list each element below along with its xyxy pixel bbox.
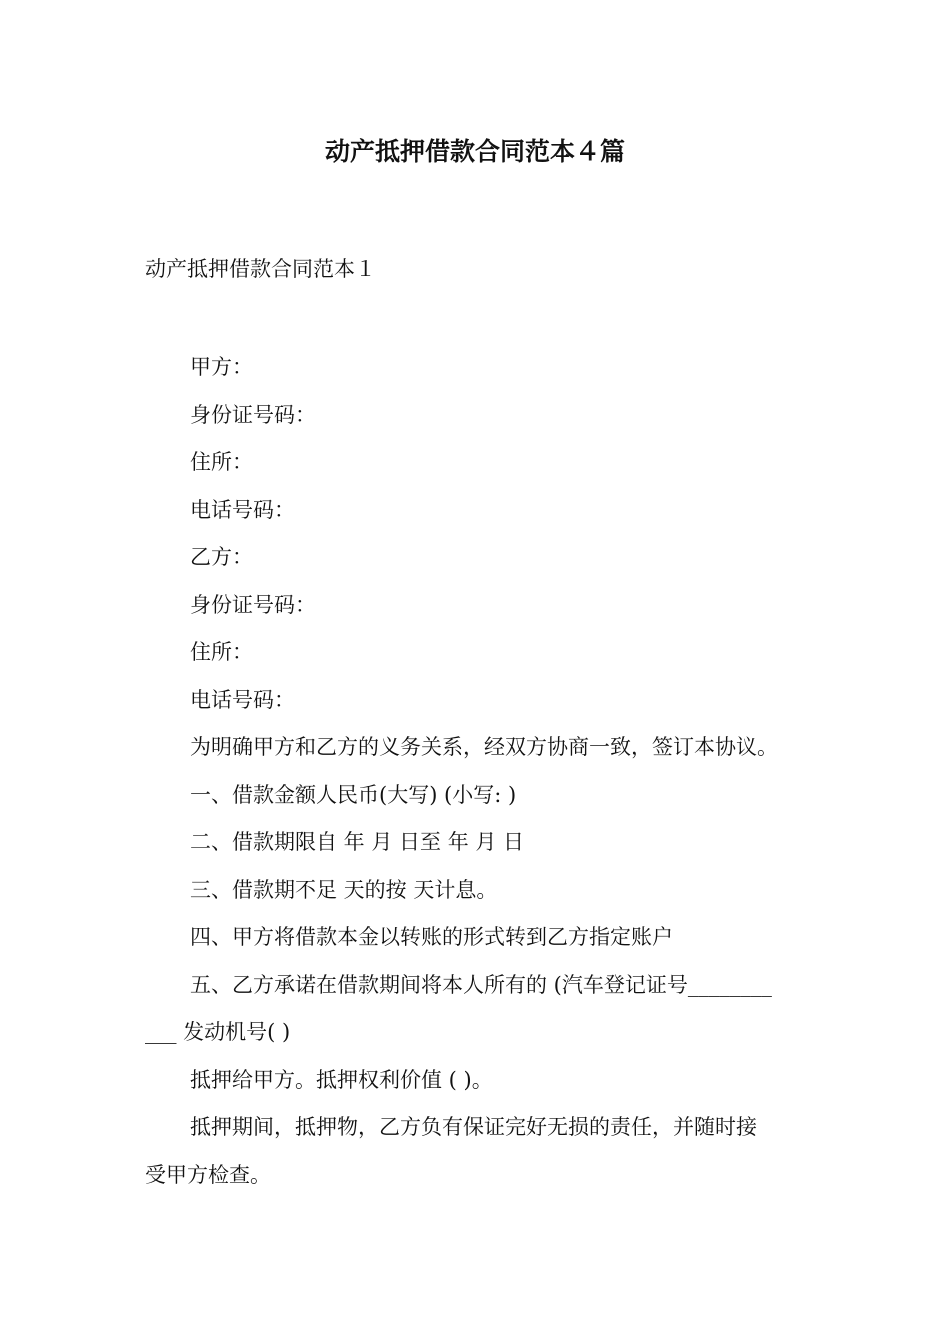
party-a-phone-label: 电话号码： [190,497,295,522]
clause-1-loan-amount: 一、借款金额人民币(大写) (小写: ) [190,782,517,807]
clause-5-collateral: 五、乙方承诺在借款期间将本人所有的 (汽车登记证号________ [190,972,772,997]
party-a-label: 甲方： [190,355,253,379]
clause-2-loan-term: 二、借款期限自 年 月 日至 年 月 日 [190,830,525,854]
collateral-inspection-line: 受甲方检查。 [145,1162,271,1187]
party-b-phone-label: 电话号码： [190,687,295,712]
collateral-responsibility-line: 抵押期间，抵押物，乙方负有保证完好无损的责任，并随时接 [190,1115,757,1139]
clause-3-interest-days: 三、借款期不足 天的按 天计息。 [190,877,498,902]
party-b-label: 乙方： [190,545,253,569]
party-b-id-label: 身份证号码： [190,592,316,617]
clause-4-transfer: 四、甲方将借款本金以转账的形式转到乙方指定账户 [190,925,673,949]
party-b-address-label: 住所： [190,640,253,664]
section-heading: 动产抵押借款合同范本１ [145,257,376,281]
agreement-preamble: 为明确甲方和乙方的义务关系，经双方协商一致，签订本协议。 [190,735,778,759]
document-body [145,344,815,1199]
party-a-id-label: 身份证号码： [190,402,316,427]
clause-5-continuation: ___ 发动机号( ) [145,1020,291,1044]
party-a-address-label: 住所： [190,450,253,474]
document-title: 动产抵押借款合同范本４篇 [324,137,625,166]
collateral-value-line: 抵押给甲方。抵押权利价值 ( )。 [190,1067,493,1092]
